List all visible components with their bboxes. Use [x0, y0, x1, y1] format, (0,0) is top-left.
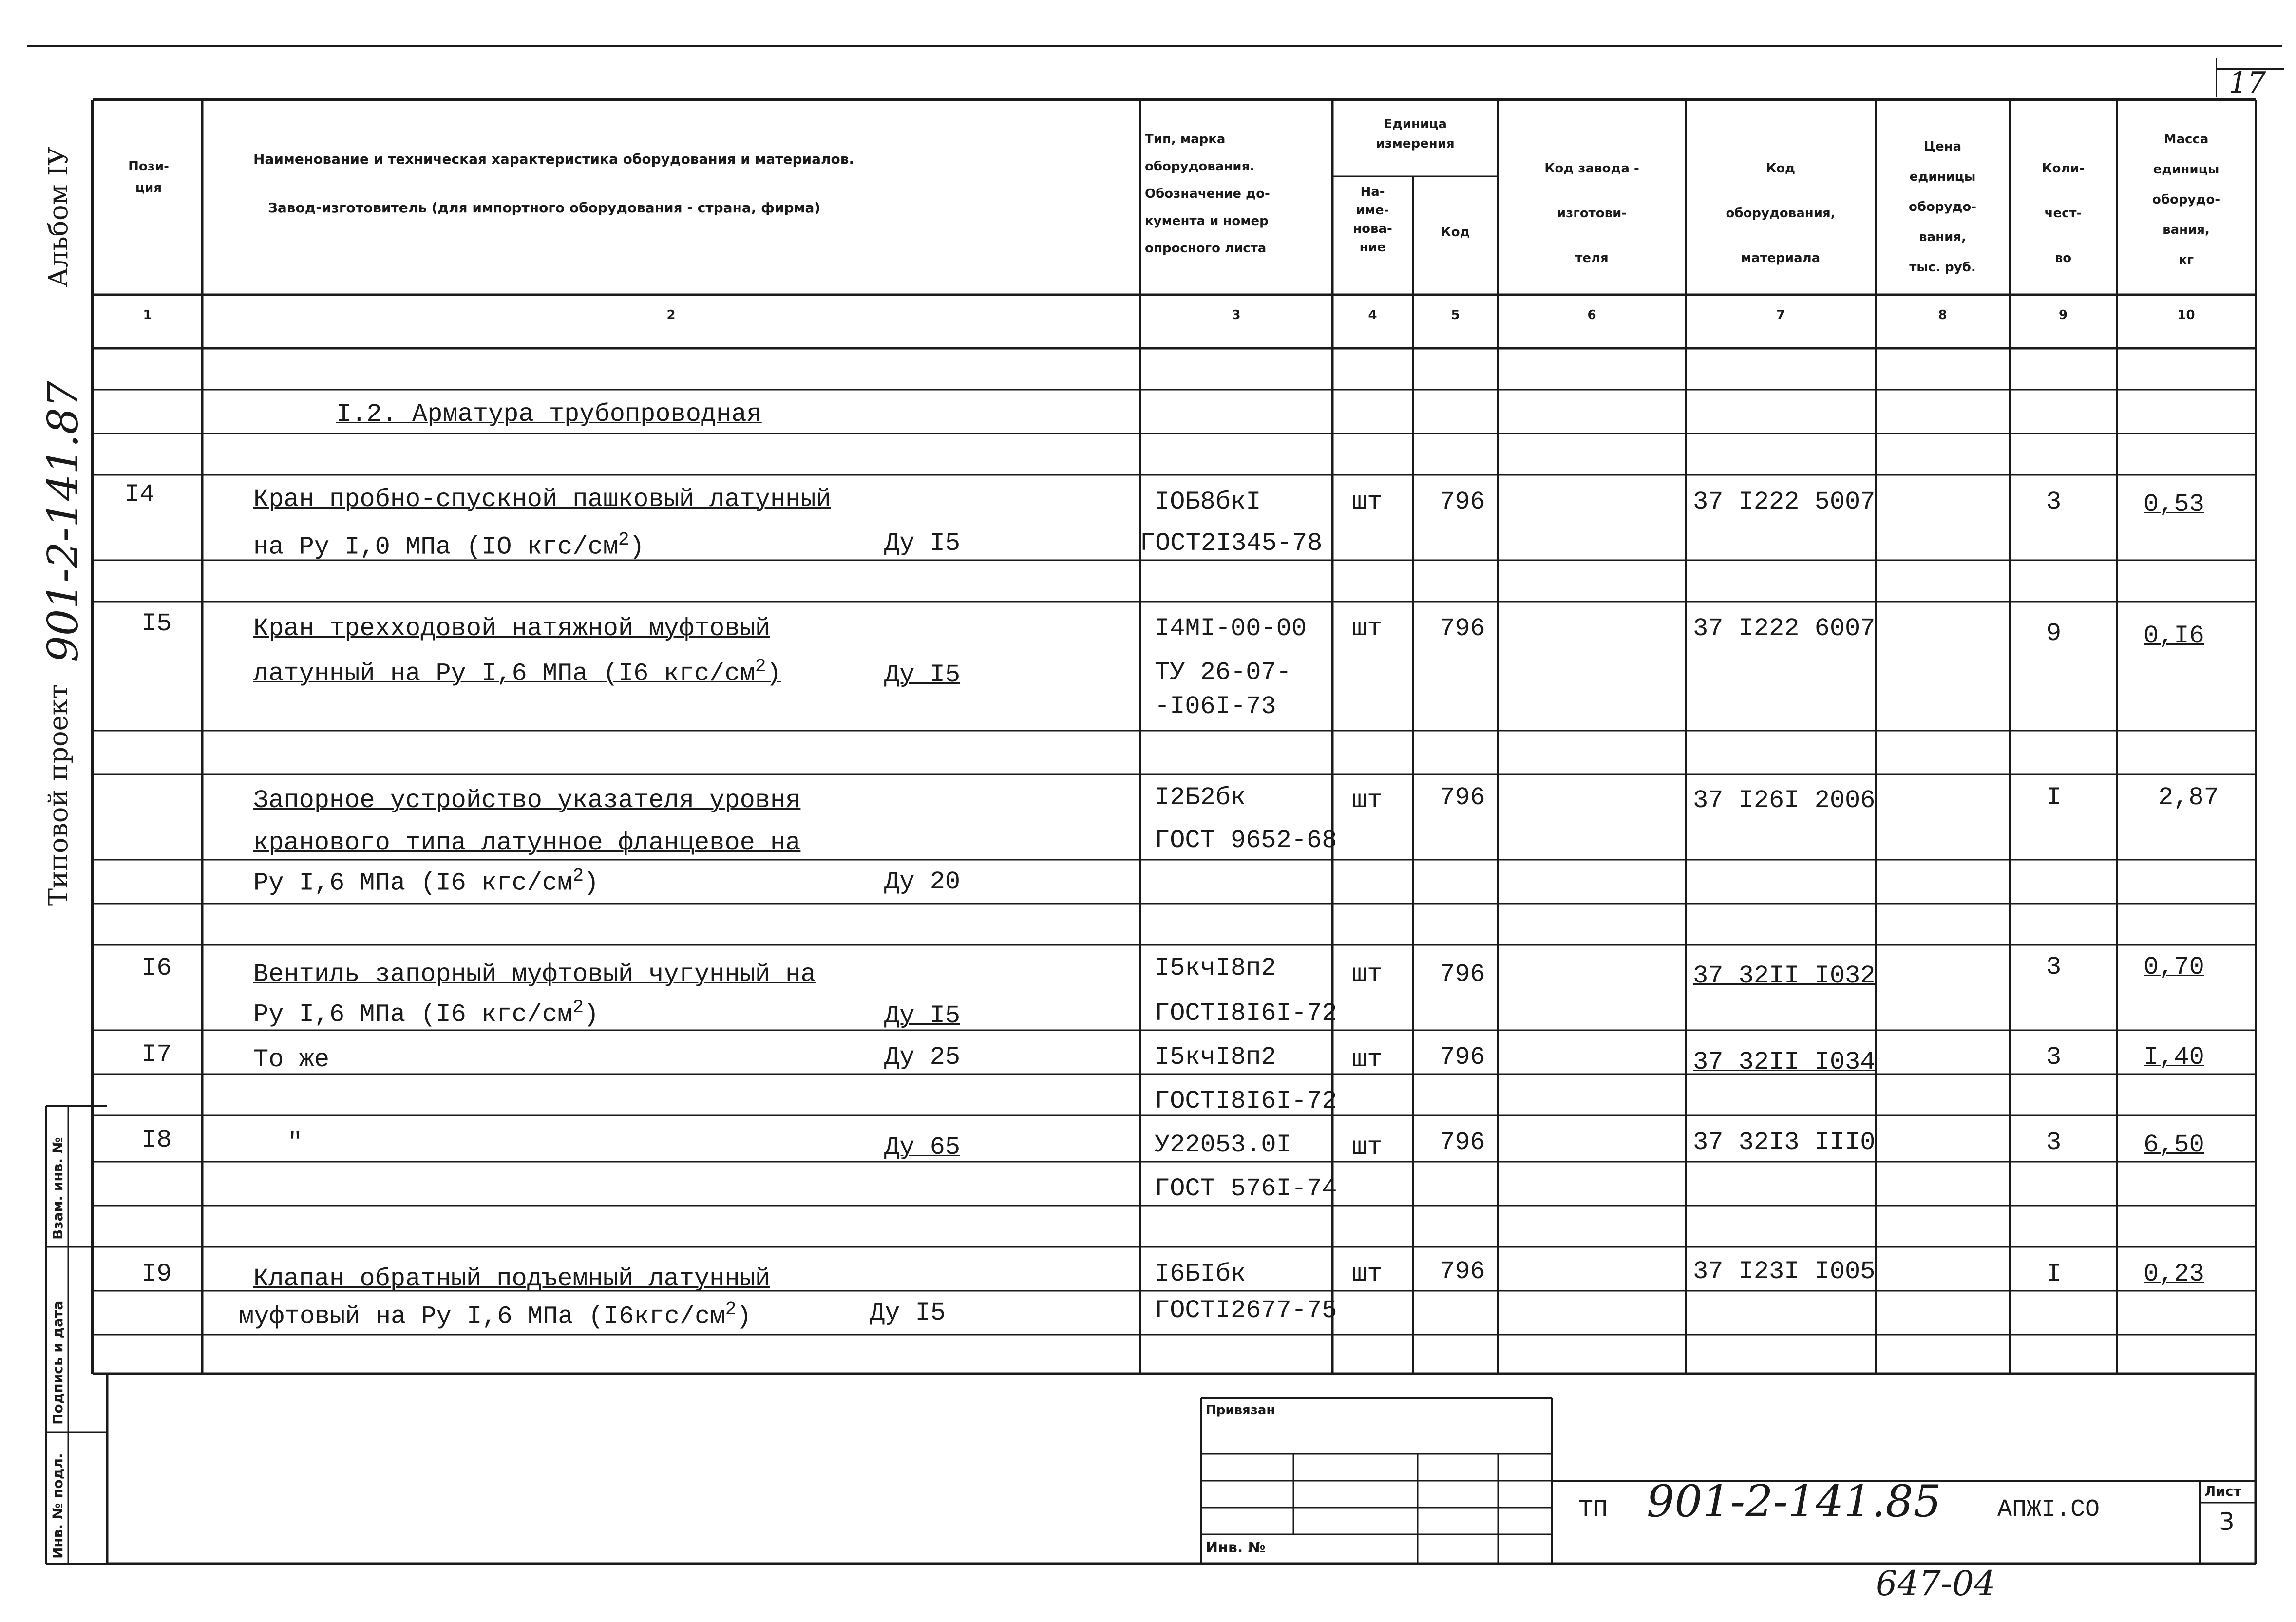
- row-i5-standard-cont: -I06I-73: [1155, 692, 1276, 721]
- sheet-corner-number: 17: [2229, 66, 2266, 100]
- row-i6-type: I5кчI8п2: [1155, 954, 1276, 982]
- header-col2-line2: Завод-изготовитель (для импортного оборудования - страна, фирма): [268, 200, 821, 216]
- album-label: Альбом IУ: [43, 146, 74, 287]
- row-i7-material-code: 37 32II I034: [1693, 1048, 1876, 1076]
- colnum-10: 10: [2177, 308, 2195, 322]
- row-i4-position: I4: [124, 480, 155, 509]
- stamp-tp: ТП: [1578, 1496, 1608, 1524]
- row-i6-position: I6: [141, 954, 172, 982]
- header-col10: Масса единицы оборудо- вания, кг: [2152, 132, 2220, 267]
- row-i4-code: 796: [1440, 488, 1485, 516]
- row-gauge-code: 796: [1440, 783, 1485, 812]
- stamp-list-label: Лист: [2204, 1483, 2241, 1499]
- colnum-7: 7: [1776, 308, 1785, 322]
- section-title: I.2. Арматура трубопроводная: [336, 400, 762, 429]
- row-i9-type: I6БIбк: [1155, 1260, 1246, 1288]
- row-i4-name: Кран пробно-спускной пашковый латунный: [253, 485, 831, 514]
- row-i4-material-code: 37 I222 5007: [1693, 488, 1876, 516]
- row-gauge-unit: шт: [1352, 786, 1383, 815]
- row-i5-mass: 0,I6: [2144, 622, 2204, 650]
- project-label: Типовой проект: [43, 684, 74, 906]
- row-i8-mass: 6,50: [2144, 1131, 2204, 1159]
- row-i5-standard: ТУ 26-07-: [1155, 658, 1291, 687]
- row-i6-mass: 0,70: [2144, 953, 2204, 981]
- row-i8-type: У22053.0I: [1155, 1131, 1291, 1159]
- row-gauge-name: Запорное устройство указателя уровня: [253, 786, 801, 815]
- stamp-privyazan: Привязан: [1206, 1403, 1275, 1417]
- row-i6-unit: шт: [1352, 960, 1383, 989]
- row-i9-quantity: I: [2046, 1260, 2062, 1288]
- stamp-document-code: 901-2-141.85: [1647, 1476, 1941, 1527]
- row-gauge-quantity: I: [2046, 783, 2062, 812]
- row-i4-standard: ГОСТ2I345-78: [1140, 529, 1323, 558]
- header-unit-group: Единица измерения: [1376, 117, 1455, 151]
- row-i6-standard: ГОСТI8I6I-72: [1155, 999, 1337, 1028]
- header-col3: Тип, марка оборудования. Обозначение до- кумента и номер опросного листа: [1145, 132, 1270, 256]
- row-i7-position: I7: [141, 1040, 172, 1069]
- project-code-handwritten: 901-2-141.87: [39, 381, 88, 662]
- row-i5-material-code: 37 I222 6007: [1693, 614, 1876, 643]
- colnum-4: 4: [1368, 308, 1377, 322]
- row-gauge-name-cont: кранового типа латунное фланцевое на: [253, 829, 801, 857]
- header-col1: Пози- ция: [128, 159, 169, 195]
- row-gauge-du: Ду 20: [884, 868, 961, 896]
- stamp-label-signature-date: Подпись и дата: [50, 1301, 66, 1425]
- row-i6-quantity: 3: [2046, 953, 2062, 981]
- row-i4-unit: шт: [1352, 488, 1383, 516]
- row-i5-code: 796: [1440, 614, 1485, 643]
- row-gauge-name-cont2: Ру I,6 МПа (I6 кгс/$см^2$): [253, 866, 599, 898]
- row-gauge-mass: 2,87: [2158, 783, 2219, 812]
- row-i7-standard: ГОСТI8I6I-72: [1155, 1087, 1337, 1115]
- row-i6-material-code: 37 32II I032: [1693, 962, 1876, 990]
- row-i7-mass: I,40: [2144, 1043, 2204, 1072]
- row-i9-name-cont: муфтовый на Ру I,6 МПа $(I6кгс/см^2)$: [239, 1299, 752, 1331]
- row-i8-position: I8: [141, 1126, 172, 1154]
- header-col2-line1: Наименование и техническая характеристика оборудования и материалов.: [253, 151, 854, 167]
- row-i7-name: То же: [253, 1045, 330, 1074]
- row-i5-du: Ду I5: [884, 660, 961, 689]
- row-i9-name: Клапан обратный подъемный латунный: [253, 1264, 770, 1293]
- colnum-9: 9: [2058, 308, 2068, 322]
- row-i5-type: I4МI-00-00: [1155, 614, 1307, 643]
- colnum-2: 2: [666, 308, 676, 322]
- row-i8-du: Ду 65: [884, 1133, 961, 1162]
- stamp-label-original-inv: Инв. № подл.: [50, 1453, 66, 1559]
- row-i6-name: Вентиль запорный муфтовый чугунный на: [253, 960, 816, 989]
- header-col7: Код оборудования, материала: [1726, 161, 1836, 265]
- header-col4: На- име- нова- ние: [1353, 185, 1392, 255]
- row-i6-code: 796: [1440, 960, 1485, 989]
- row-i4-du: Ду I5: [884, 529, 961, 558]
- header-col5: Код: [1441, 225, 1470, 240]
- row-i4-mass: 0,53: [2144, 490, 2204, 519]
- colnum-3: 3: [1232, 308, 1241, 322]
- row-i8-unit: шт: [1352, 1133, 1383, 1162]
- row-i9-position: I9: [141, 1260, 172, 1288]
- header-col8: Цена единицы оборудо- вания, тыс. руб.: [1908, 139, 1977, 275]
- row-i8-standard: ГОСТ 576I-74: [1155, 1174, 1337, 1203]
- row-gauge-material-code: 37 I26I 2006: [1693, 786, 1876, 815]
- row-i5-quantity: 9: [2046, 619, 2062, 648]
- row-i7-code: 796: [1440, 1043, 1485, 1072]
- row-i9-standard: ГОСТI2677-75: [1155, 1296, 1337, 1325]
- stamp-document-suffix: АПЖI.СО: [1997, 1496, 2100, 1524]
- row-i4-type: IОБ8бкI: [1155, 488, 1261, 516]
- stamp-label-replaced-inv: Взам. инв. №: [50, 1137, 66, 1240]
- row-i8-code: 796: [1440, 1128, 1485, 1157]
- row-i9-mass: 0,23: [2144, 1260, 2204, 1288]
- bottom-handwritten-note: 647-04: [1876, 1564, 1996, 1603]
- row-i7-quantity: 3: [2046, 1043, 2062, 1072]
- header-col9: Коли- чест- во: [2042, 161, 2085, 265]
- row-i9-code: 796: [1440, 1257, 1485, 1286]
- row-i6-du: Ду I5: [884, 1001, 961, 1030]
- colnum-5: 5: [1451, 308, 1460, 322]
- row-i7-du: Ду 25: [884, 1043, 961, 1072]
- row-i5-name: Кран трехходовой натяжной муфтовый: [253, 614, 770, 643]
- row-i4-quantity: 3: [2046, 488, 2062, 516]
- row-i7-unit: шт: [1352, 1045, 1383, 1074]
- stamp-inv-no: Инв. №: [1206, 1539, 1266, 1556]
- stamp-list-number: 3: [2219, 1508, 2235, 1536]
- row-i9-unit: шт: [1352, 1260, 1383, 1288]
- row-i6-name-cont: Ру I,6 МПа (I6 кгс/$см^2$): [253, 997, 599, 1029]
- row-gauge-type: I2Б2бк: [1155, 783, 1246, 812]
- row-i8-quantity: 3: [2046, 1128, 2062, 1157]
- row-i4-name-cont: на Ру I,0 МПа (IО кгс/$см^2$): [253, 529, 645, 562]
- row-i5-name-cont: латунный на Ру I,6 МПа (I6 кгс/$см^2$): [253, 656, 781, 688]
- row-i8-name: ": [287, 1128, 303, 1157]
- row-gauge-standard: ГОСТ 9652-68: [1155, 826, 1337, 855]
- row-i7-type: I5кчI8п2: [1155, 1043, 1276, 1072]
- colnum-8: 8: [1938, 308, 1947, 322]
- row-i9-du: Ду I5: [870, 1299, 946, 1327]
- row-i8-material-code: 37 32I3 III0: [1693, 1128, 1876, 1157]
- row-i5-unit: шт: [1352, 614, 1383, 643]
- colnum-6: 6: [1587, 308, 1596, 322]
- row-i5-position: I5: [141, 609, 172, 638]
- header-col6: Код завода - изготови- теля: [1544, 161, 1639, 265]
- colnum-1: 1: [143, 308, 152, 322]
- row-i9-material-code: 37 I23I I005: [1693, 1257, 1876, 1286]
